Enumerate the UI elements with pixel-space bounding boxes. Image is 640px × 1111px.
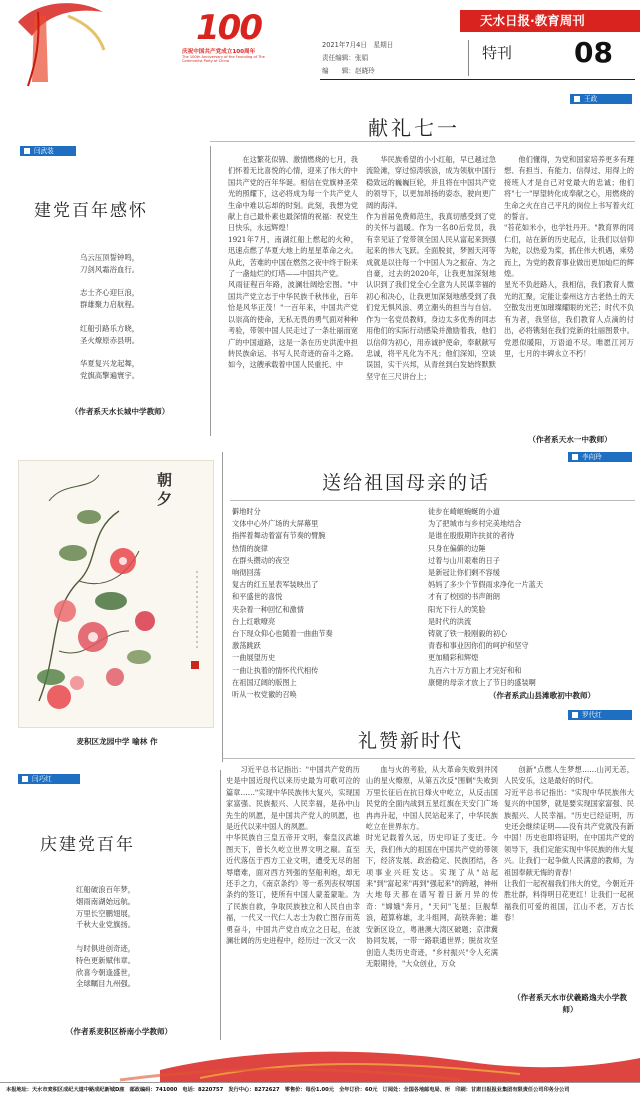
art4-col1: 习近平总书记指出："中国共产党的历史是中国近现代以来历史最为可歌可泣的篇章……"实现中华民族伟大复兴，实现国家富强、民族振兴、人民幸福，是孙中山先生的夙愿，是中国共产党人的夙愿，也是近代以来中国人的夙愿。 中华民族自三皇五帝开文明，秦皇汉武雄图天下，曾长久屹立世界文明之巅。直至近代落伍于西方工业文明，遭受无尽的屈辱磨难，面对西方列强的坚船利炮，却无还手之力，《南京条约》等一系列丧权辱国条约的签订，使所有中国人蒙羞蒙耻。为了民族自救，争取民族独立和人民自由幸福，一代又一代仁人志士为救亡图存而英勇奋斗，中国共产党自成立之日起，在波澜壮阔的历史进程中，经历过一次又一次 <box>226 765 360 946</box>
art4-col3: 创新"点燃人生梦想……山河无恙，人民安乐，这是最好的时代。 习近平总书记指出："实现中华民族伟大复兴的中国梦，就是要实现国家富强、民族振兴、人民幸福。"历史已经证明，历史还会继续证明——没有共产党就没有新中国！历史也即将证明，在中国共产党的领导下，我们定能实现中华民族的伟大复兴。让我们一起争做人民满意的教师，为祖国奉献无悔的青春！ 让我们一起祝福我们伟大的党，今朝近开胜壮群，料得明日花更红！让我们一起祝福我们可爱的祖国，江山不老，万古长春！ <box>504 765 634 923</box>
art3-author: （作者系武山县滩歌初中教师） <box>488 691 596 700</box>
header-divider <box>468 40 469 76</box>
page-number: 08 <box>574 36 613 69</box>
art2-author: （作者系天水一中教师） <box>528 435 612 444</box>
art5-poem: 红船破浪百年梦， 烟雨南湖始远航。 万里长空鹏翅展， 千秋大业党旗扬。 与时俱进创奇迹， 特色更新赋伟章。 欣喜今朝逢盛世， 全球瞩目九州强。 <box>76 885 136 989</box>
art3-left-poem: 僻地时分 文体中心外广场的大屏幕里 指挥着舞动着富有节奏的臂腕 热情的旋律 在群头攒动的夜空 响彻回荡 复古的红五星表军装映出了 和平盛世的喜悦 夹杂着一种回忆和激情 台上红歌嘹亮 台下现众仰心也随着一曲曲节奏 激荡跳跃 一曲展望历史 一曲让执着的情怀代代相传 在祖国辽阔的版图上 听从一枚党徽的召唤 <box>232 507 333 700</box>
art2-col1: 在这繁花似锦、激情燃烧的七月，我们怀着无比喜悦的心情，迎来了伟大的中国共产党的百年华诞。相信在党旗神圣荣光的照耀下，这必将成为每一个共产党人生命中难以忘却的时刻。此刻，我想为党献上自己最朴素也最深情的祝福：祝党生日快乐，永远辉煌！ 1921年7月，南湖红船上燃起的火种，迅速点燃了华夏大地上的星星革命之火。从此，苦难的中国在燃然之夜中终于盼来了一盏灿烂的灯塔——中国共产党。 风雨征程百年路，波澜壮阔绘宏图。"中国共产党立志于中华民族千秋伟业，百年恰是风华正茂！"一百年来，中国共产党以崇高的使命，无私无畏的勇气面对种种考验，带领中国人民走过了一条壮丽而宽广的中国道路，这是一条在历史洪流中担转民族命运、书写人民奇迹的奋斗之路。如今，这艘承载着中国人民重托、中 <box>228 155 358 370</box>
author-tag-luodaihong: 罗代红 <box>568 710 632 720</box>
author-tag-yanwuzhuang: 闫武装 <box>20 146 76 156</box>
footer-bar <box>0 1082 640 1096</box>
divider-left-3 <box>220 770 221 1040</box>
art4-col2: 血与火的考验，从大革命失败到井冈山的星火燎原，从第五次反"围剿"失败到万里长征后在抗日烽火中屹立，从反击国民党的全面内战到五星红旗在天安门广场冉冉升起，中国人民站起来了，中华民族屹立在世界东方。 时光记载着久远，历史印证了变迁。今天，我们伟大的祖国在中国共产党的带领下，经济发展、政治稳定、民族团结，各项事业兴旺发达。实现了从"站起来"到"富起来"再到"强起来"的跨越，神州大地每天都在谱写着日新月异的传奇："嫦娥"奔月，"天问"飞星；巨舰犁浪，超算称雄，北斗组网，高铁奔驰；雄安新区设立，粤港澳大湾区破题；京津冀协同发展，一带一路联通世界；脱贫攻坚创造人类历史奇迹，"乡村振兴"令人充满无限期待，"大众创业，万众 <box>366 765 498 968</box>
party-emblem-logo <box>8 2 118 88</box>
art1-poem: 乌云压顶誓钟鸣， 刀剑风霜浴血行。 志士齐心迎巨浪， 群雄聚力启航程。 红船引路乐方晓， 圣火燎原赤县明。 华夏复兴龙起舞， 党旗高擎遍寰宇。 <box>80 253 140 380</box>
art5-title: 庆建党百年 <box>40 835 135 855</box>
art4-title: 礼赞新时代 <box>358 730 464 752</box>
art3-rule <box>230 500 635 501</box>
morning-glory-painting <box>19 461 215 729</box>
author-tag-wangzheng: 王政 <box>570 94 632 104</box>
logo-badge: 100 <box>196 8 261 48</box>
art3-right-poem: 徒步在崎岖蜿蜒的小道 为了把城市与乡村完美地结合 是谁在殷殷期许扶贫的者待 只身在偏僻的边陲 过着与山川艰难的日子 是新冠让你们剩不容缓 妈妈了多少个节假雨求净化一片蓝天 才有了校园的书声朗朗 阳光下行人的笑脸 是时代的洪流 铸就了铁一般刚毅的初心 青春和事业因你们的呵护和坚守 更加精彩和辉煌 九百六十万方面上才完好和和 康健的母亲才放上了节日的盛装啊 <box>428 507 544 687</box>
divider-left-2 <box>222 452 223 762</box>
ribbon-decoration <box>0 1040 640 1082</box>
footer-text: 本报地址：天水市麦积区成纪大道中路成纪新城D座 邮政编码：741000 电话：8220757 发行中心：8272627 零售价：每份1.00元 全年订价：60元 订阅处：全国各地邮电局、所 印刷：甘肃日报报业集团有限责任公司印务分公司 <box>6 1087 570 1093</box>
author-tag-lixiangling: 李向玲 <box>568 452 632 462</box>
art1-author: （作者系天水长城中学教师） <box>70 407 170 416</box>
author-tag-yanqiaohong: 闫巧红 <box>18 774 80 784</box>
divider-left-1 <box>210 146 211 436</box>
logo-line-en: The 100th Anniversary of the Founding of The Communist Party of China <box>182 55 265 64</box>
editor-line: 责任编辑：张娟 <box>322 54 369 62</box>
layout-line: 编 辑：赵晓玲 <box>322 67 375 75</box>
header-rule <box>320 79 635 80</box>
art5-author: （作者系麦积区桥南小学教师） <box>65 1027 173 1036</box>
masthead <box>0 0 640 100</box>
art1-title: 建党百年感怀 <box>34 201 148 221</box>
painting <box>18 460 214 728</box>
art2-col3: 他们懂得，为党和国家培养更多有理想、有担当、有能力、信得过、用得上的接班人才是自己对党最大的忠诚；他们将"七一"厚望转化成奉献之心，用燃烧的生命之火在自己平凡的岗位上书写着火红的誓言。 "苔花如米小，也学牡丹开。"教育界的同仁们，站在新的历史起点，让我们以信仰为舵，以热爱为桨，抓住伟大机遇，乘势而上，为党的教育事业做出更加灿烂的辉煌。 星光不负赶路人，我相信，我们教育人微光的汇聚，定能让泰州这方古老热土的天空散发出更加璀璨耀眼的光芒；时代不负有为者，我坚信，我们教育人点滴的付出，必将镌刻在我们党新的壮丽图景中。党恩似暖阳，万语道不尽。唯愿江河万里，七月的丰碑永立不朽！ <box>504 155 634 358</box>
art4-rule <box>222 758 635 759</box>
painting-caption: 麦积区龙园中学 喻林 作 <box>76 737 158 746</box>
section-title: 特刊 <box>482 44 513 62</box>
paper-name-banner: 天水日报·教育周刊 <box>460 10 640 32</box>
art2-col2: 华民族希望的小小红船，早已越过急流险滩，穿过惊涛骇浪，成为领航中国行稳致远的巍巍巨轮，并且将在中国共产党的领导下，以更加昂扬的姿态，驶向更广阔的海洋。 作为首届免费师范生，我真切感受到了党的关怀与温暖。作为一名80后党员，我有幸见证了党带领全国人民从富起来到强起来的伟大飞跃。全面脱贫，梦圆天河等成就是以往每一个中国人为之振奋、为之自豪，过去的2020年，让我更加深刻地认识到了我们党全心全意为人民谋幸福的初心和决心，让我更加深刻地感受到了我们党无惧风浪、勇立潮头的担当与自信。作为一名党员教师，身边太多优秀的同志用他们的实际行动感染并激励着我，他们以信仰为初心，用赤诚护使命，奉献献写忠诚，将平凡化为不凡；他们深知，空谈误国，实干兴邦，从青丝到白发始终默默坚守在三尺讲台上； <box>366 155 496 381</box>
date-line: 2021年7月4日 星期日 <box>322 41 394 49</box>
art3-title: 送给祖国母亲的话 <box>322 472 491 494</box>
main-title: 献礼七一 <box>368 116 460 140</box>
logo-line-cn: 庆祝中国共产党成立100周年 <box>182 49 256 55</box>
painting-inscription: 朝夕 <box>157 471 173 508</box>
title-rule <box>210 141 635 142</box>
art4-author: （作者系天水市伏羲路逸夫小学教师） <box>513 993 627 1014</box>
